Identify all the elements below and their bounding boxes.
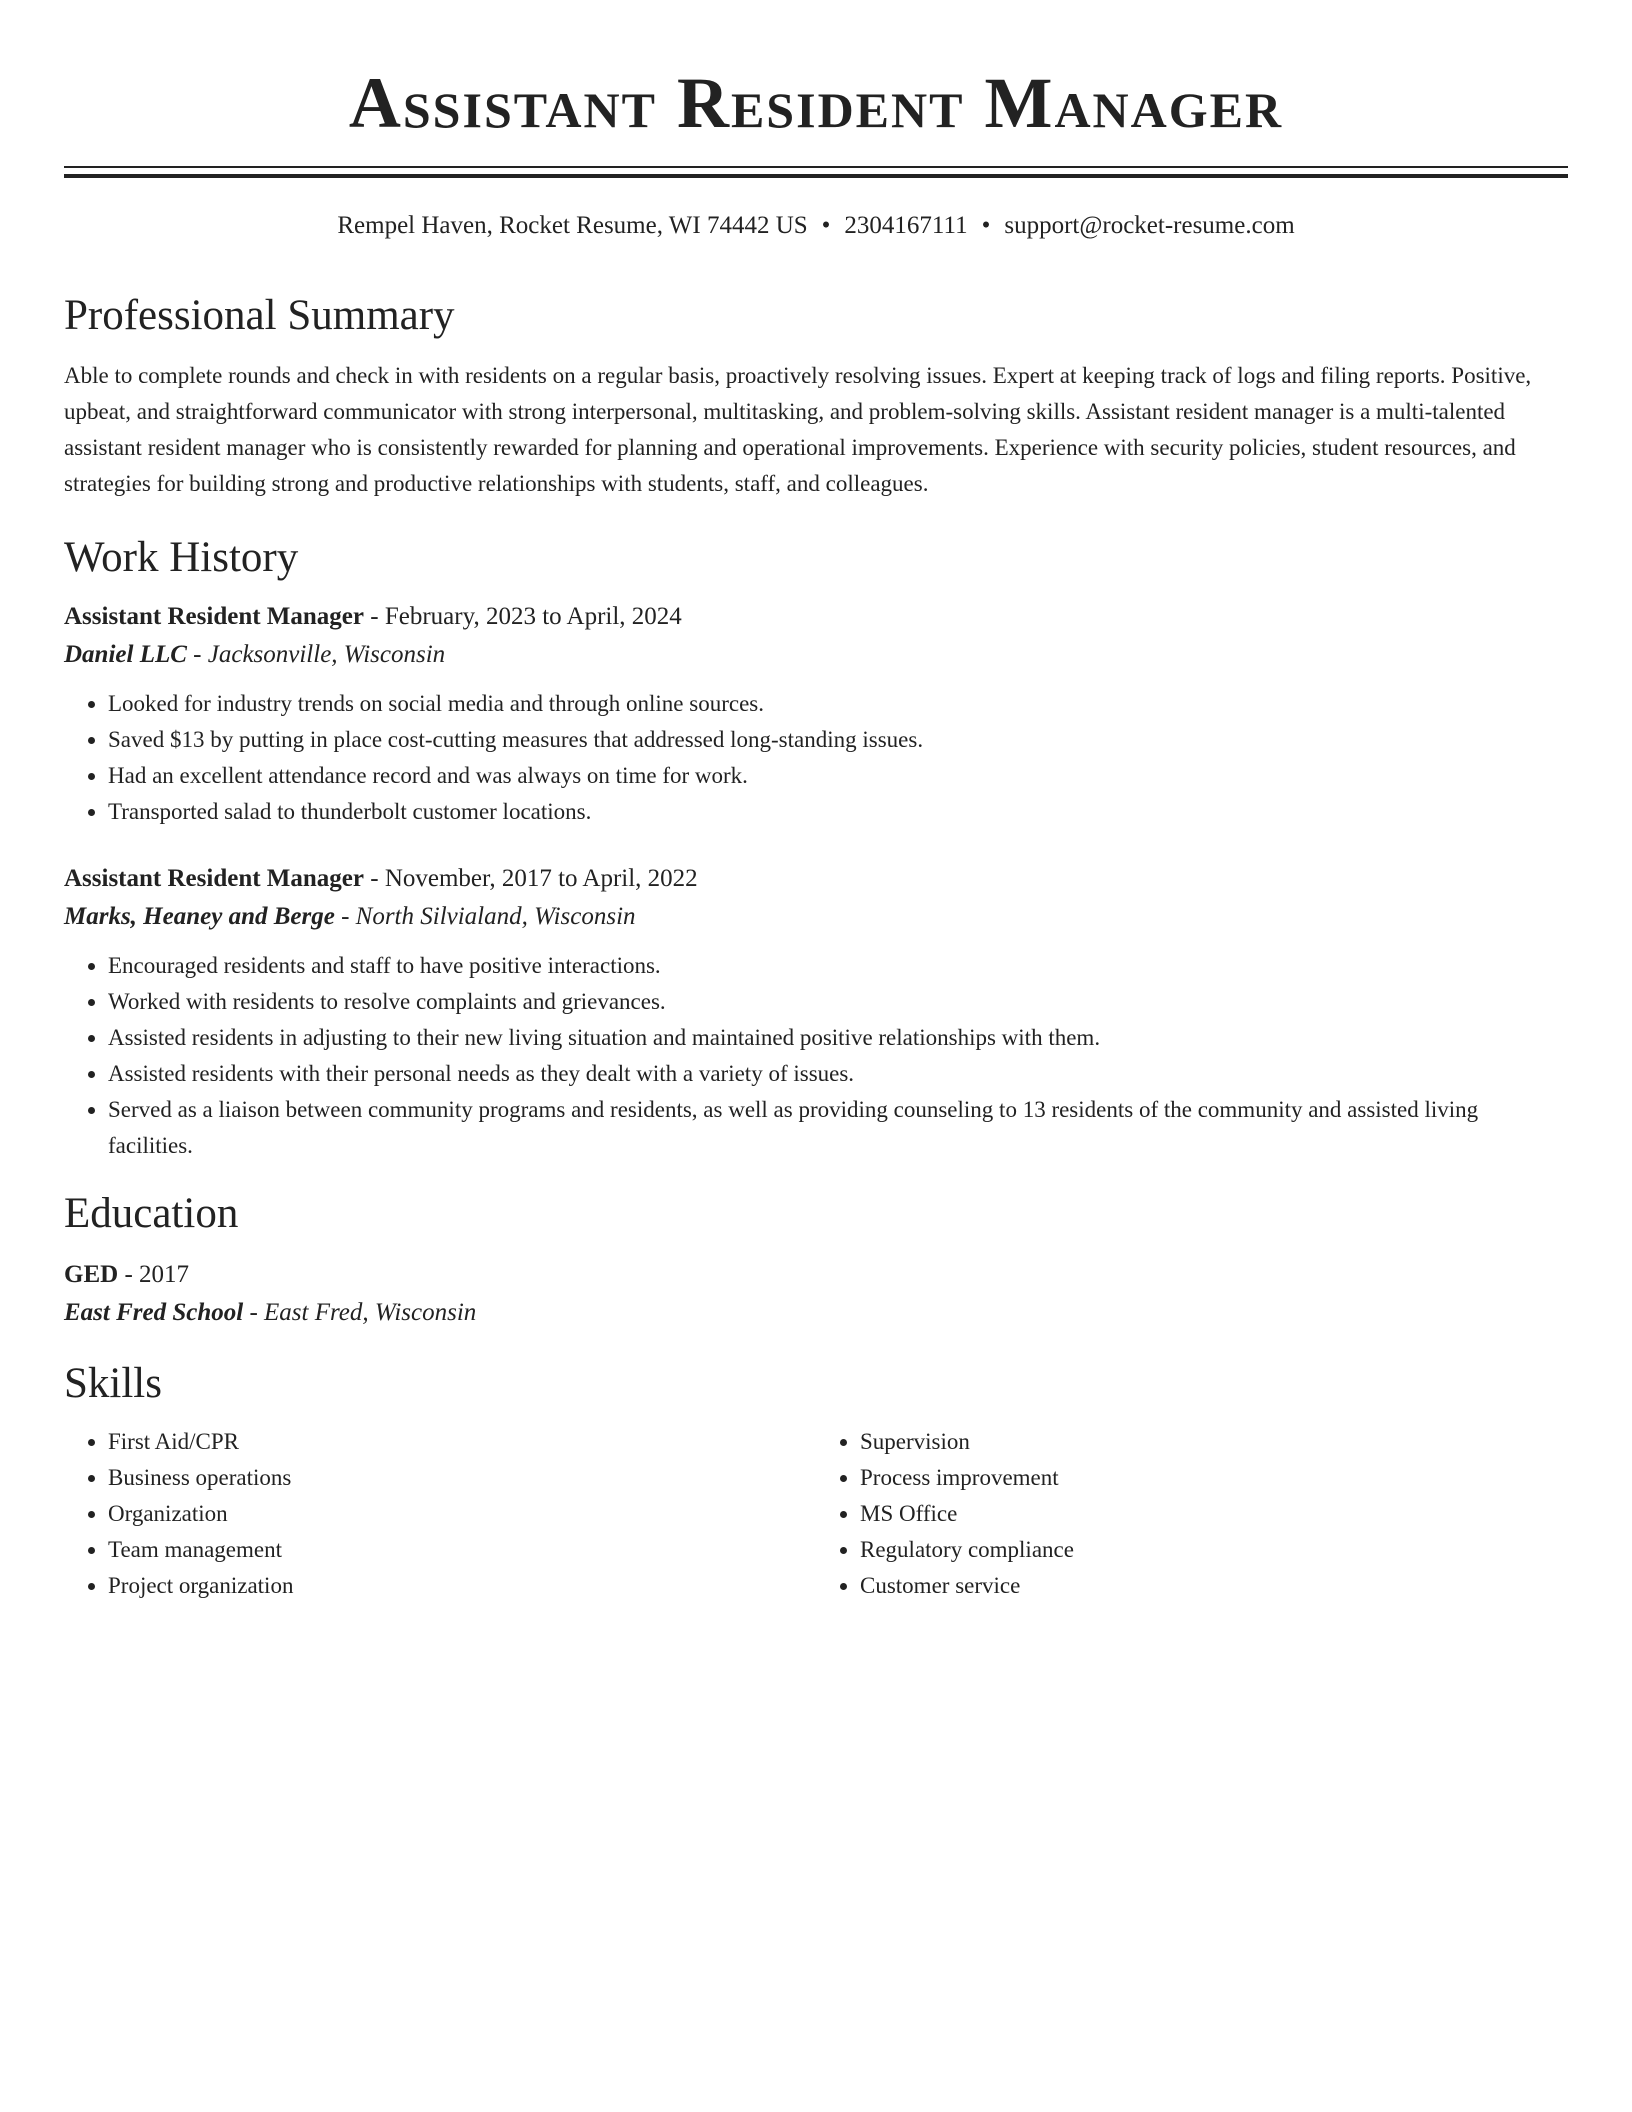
- resume-page: [64, 0, 1568, 1604]
- degree-year: - 2017: [118, 1261, 190, 1288]
- company-line: [64, 898, 1568, 936]
- degree-line: [64, 1256, 1568, 1294]
- company-location: - North Silvialand, Wisconsin: [334, 903, 636, 930]
- company-name: Marks, Heaney and Berge: [64, 903, 335, 930]
- contact-address: Rempel Haven, Rocket Resume, WI 74442 US: [337, 212, 808, 239]
- job-title-line: [64, 860, 1568, 898]
- skills-list-left: [64, 1424, 816, 1604]
- list-item: • Organization: [108, 1496, 816, 1532]
- company-location: - Jacksonville, Wisconsin: [186, 641, 446, 668]
- job-dates: - November, 2017 to April, 2022: [364, 865, 698, 892]
- contact-separator: •: [821, 212, 831, 239]
- list-item: • Encouraged residents and staff to have positive interactions.: [108, 948, 1568, 984]
- list-item: • Looked for industry trends on social media and through online sources.: [108, 686, 1568, 722]
- list-item: • Regulatory compliance: [860, 1532, 1568, 1568]
- job-role: Assistant Resident Manager: [64, 865, 364, 892]
- job-entry: [64, 860, 1568, 1164]
- education-heading: Education: [64, 1190, 239, 1237]
- list-item: • First Aid/CPR: [108, 1424, 816, 1460]
- school-name: East Fred School: [64, 1299, 244, 1326]
- title-divider-thick: [64, 174, 1568, 178]
- company-name: Daniel LLC: [64, 641, 187, 668]
- summary-heading: Professional Summary: [64, 292, 455, 339]
- job-role: Assistant Resident Manager: [64, 603, 364, 630]
- list-item: • Customer service: [860, 1568, 1568, 1604]
- title-divider-thin: [64, 166, 1568, 168]
- list-item: • Had an excellent attendance record and was always on time for work.: [108, 758, 1568, 794]
- contact-phone: 2304167111: [844, 212, 968, 239]
- contact-separator: •: [981, 212, 991, 239]
- job-entry: [64, 598, 1568, 830]
- company-line: [64, 636, 1568, 674]
- skills-list-right: [816, 1424, 1568, 1604]
- summary-text: Able to complete rounds and check in with residents on a regular basis, proactively resolving issues. Expert at keeping track of logs and filing reports. Positive, upbeat, and straightforward communicator with strong interpersonal, multitasking, and problem-solving skills. Assistant resident manager is a multi-talented assistant resident manager who is consistently rewarded for planning and operational improvements. Experience with security policies, student resources, and strategies for building strong and productive relationships with students, staff, and colleagues.: [64, 363, 1532, 496]
- contact-email: support@rocket-resume.com: [1004, 212, 1295, 239]
- list-item: • Assisted residents with their personal needs as they dealt with a variety of issues.: [108, 1056, 1568, 1092]
- list-item: • Worked with residents to resolve complaints and grievances.: [108, 984, 1568, 1020]
- school-location: - East Fred, Wisconsin: [243, 1299, 477, 1326]
- degree-name: GED: [64, 1261, 119, 1288]
- list-item: • Team management: [108, 1532, 816, 1568]
- school-line: [64, 1294, 1568, 1332]
- work-history-heading: Work History: [64, 534, 299, 581]
- list-item: • MS Office: [860, 1496, 1568, 1532]
- skills-heading: Skills: [64, 1360, 162, 1407]
- list-item: • Supervision: [860, 1424, 1568, 1460]
- job-dates: - February, 2023 to April, 2024: [364, 603, 682, 630]
- contact-line: [64, 208, 1568, 244]
- list-item: • Transported salad to thunderbolt customer locations.: [108, 794, 1568, 830]
- list-item: • Project organization: [108, 1568, 816, 1604]
- list-item: • Process improvement: [860, 1460, 1568, 1496]
- job-title-line: [64, 598, 1568, 636]
- job-bullets: [64, 948, 1568, 1164]
- list-item: • Saved $13 by putting in place cost-cutting measures that addressed long-standing issues.: [108, 722, 1568, 758]
- education-entry: [64, 1256, 1568, 1332]
- list-item: • Business operations: [108, 1460, 816, 1496]
- list-item: • Served as a liaison between community programs and residents, as well as providing counseling to 13 residents of the community and assisted living facilities.: [108, 1092, 1568, 1164]
- list-item: • Assisted residents in adjusting to their new living situation and maintained positive relationships with them.: [108, 1020, 1568, 1056]
- skills-columns: [64, 1418, 1568, 1604]
- job-bullets: [64, 686, 1568, 830]
- page-title: Assistant Resident Manager: [348, 63, 1284, 143]
